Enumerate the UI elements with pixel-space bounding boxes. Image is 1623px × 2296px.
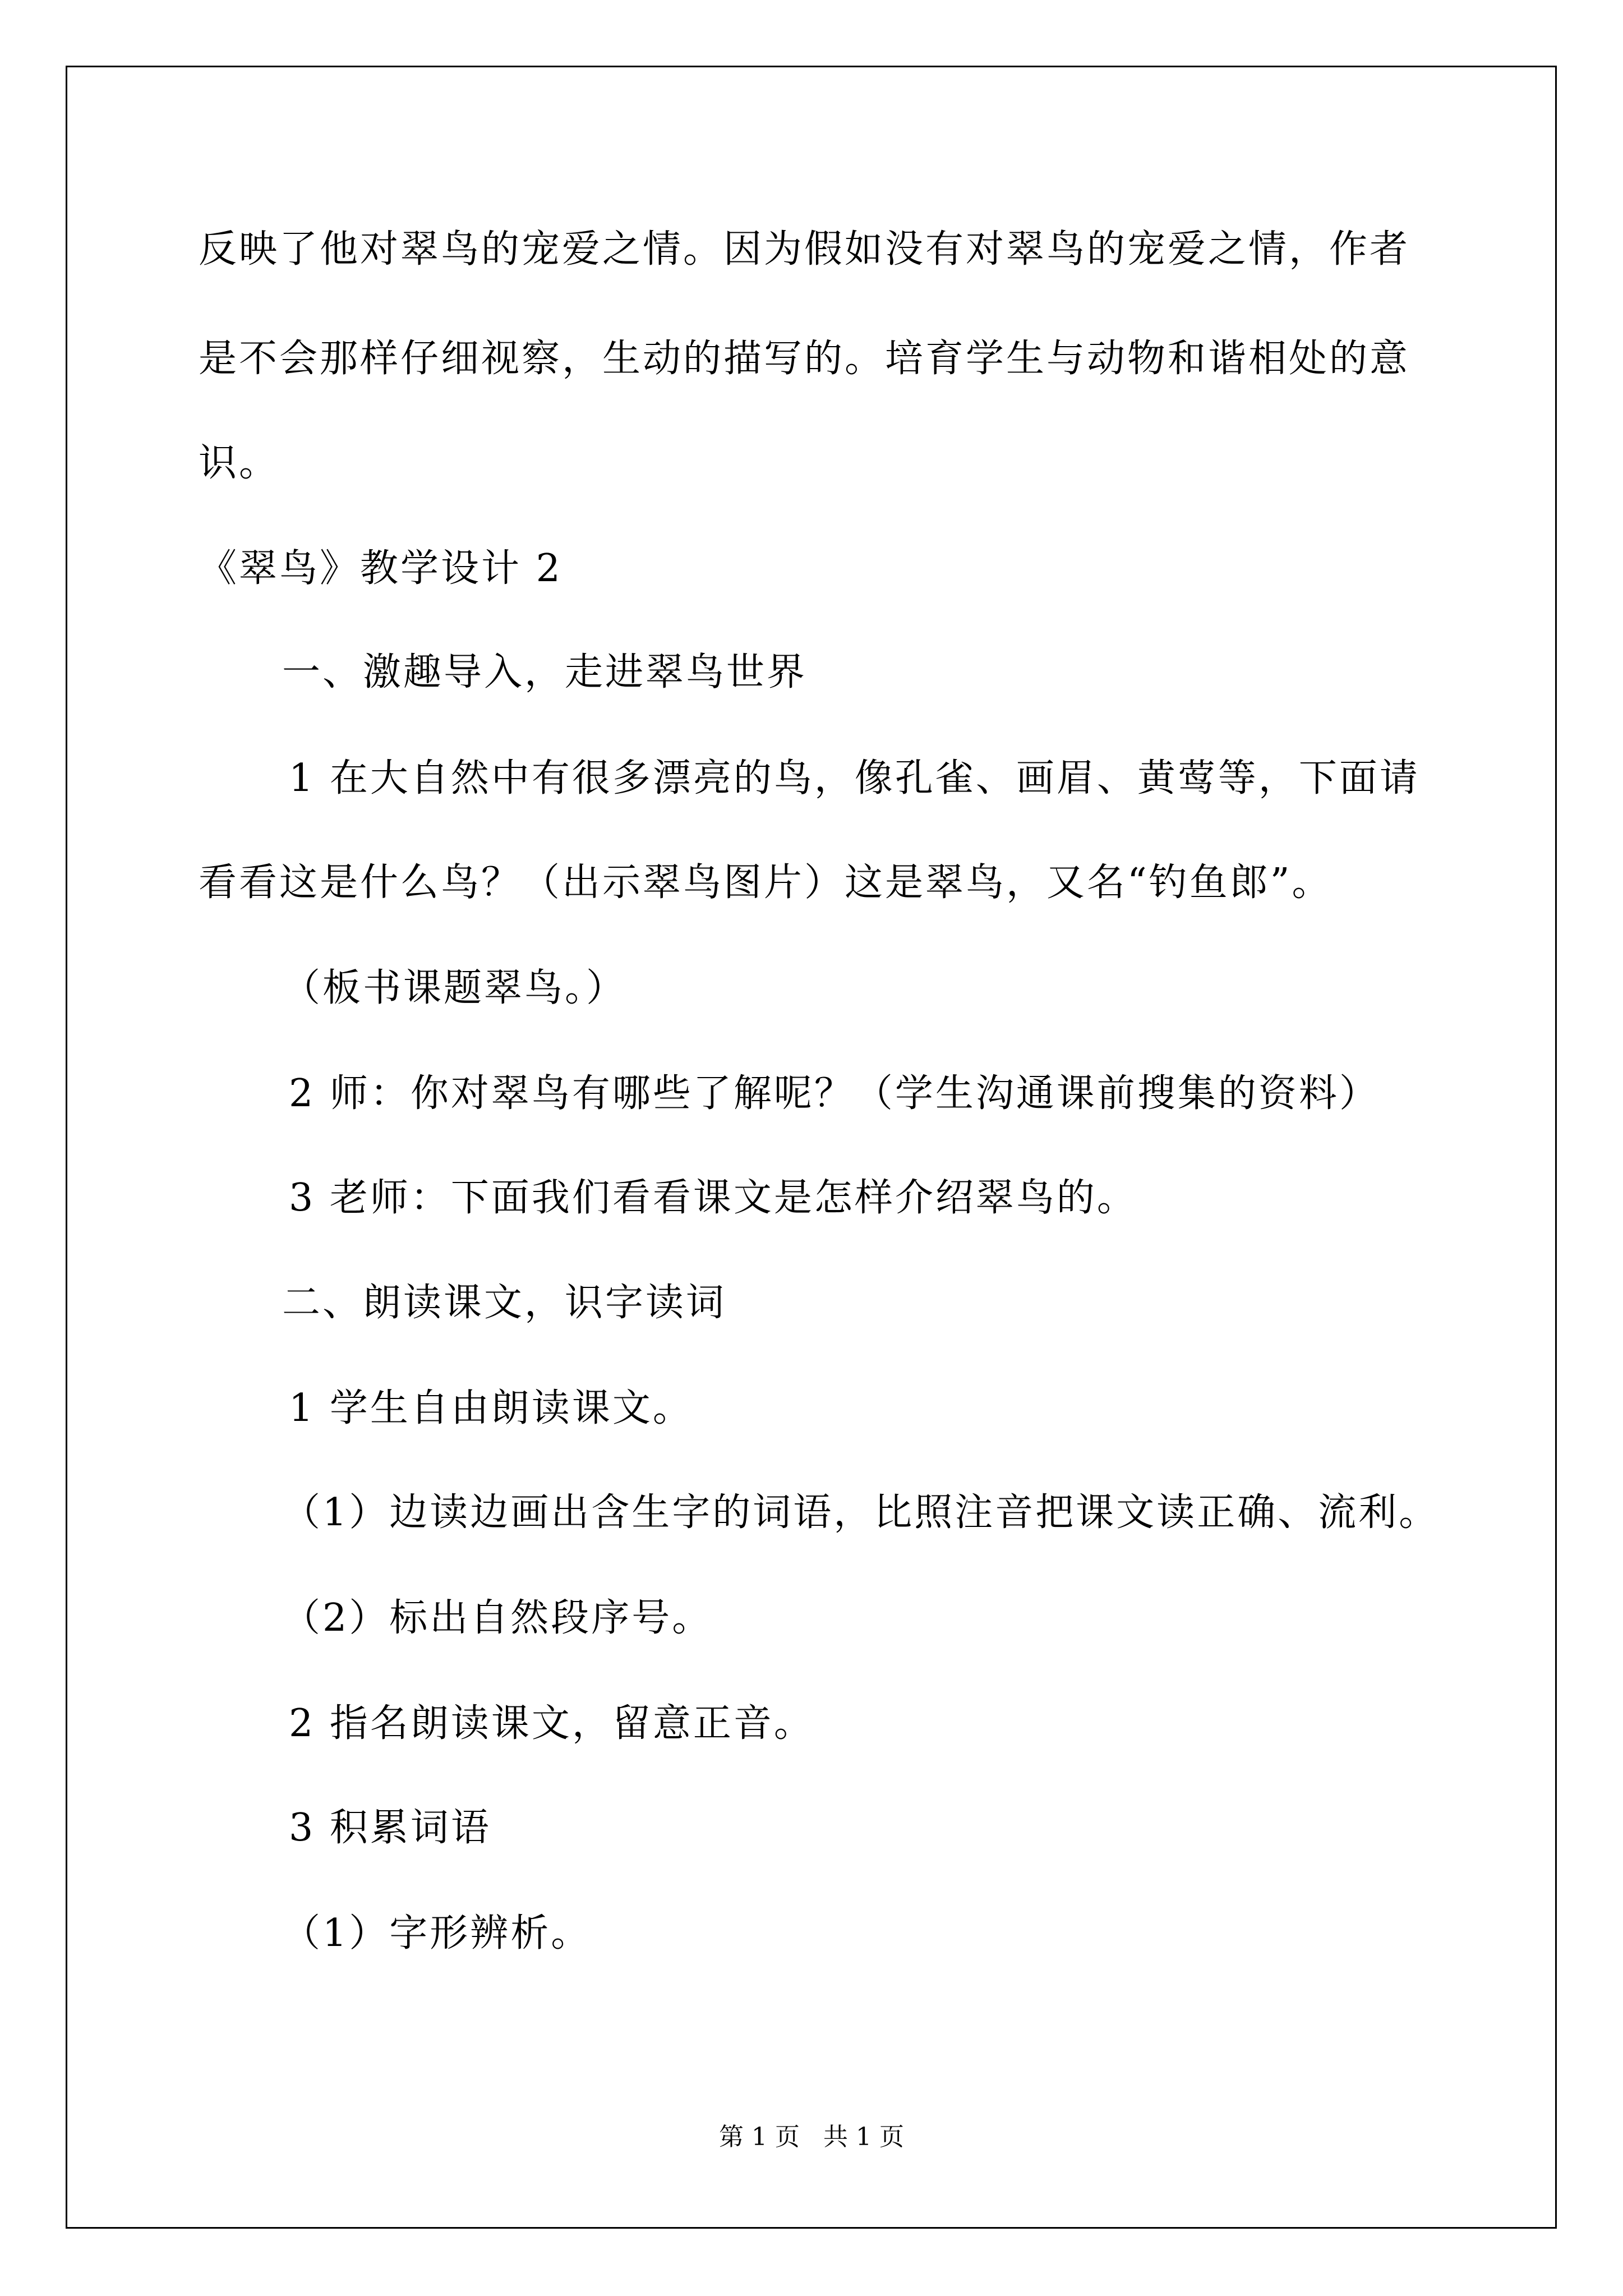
- body-line-12: 1 学生自由朗读课文。: [289, 1386, 693, 1430]
- body-line-13: （1）边读边画出含生字的词语，比照注音把课文读正确、流利。: [282, 1490, 1440, 1535]
- page-frame: [66, 66, 1557, 2229]
- body-line-16: 3 积累词语: [289, 1806, 491, 1850]
- body-line-8: （板书课题翠鸟。）: [282, 966, 627, 1010]
- body-line-6: 1 在大自然中有很多漂亮的鸟，像孔雀、画眉、黄莺等，下面请: [289, 756, 1420, 800]
- body-line-14: （2）标出自然段序号。: [282, 1596, 713, 1640]
- body-line-7: 看看这是什么鸟？（出示翠鸟图片）这是翠鸟，又名“钓鱼郎”。: [199, 861, 1332, 905]
- heading-two: 二、朗读课文，识字读词: [282, 1281, 727, 1325]
- page-footer: 第 1 页 共 1 页: [719, 2123, 904, 2151]
- body-line-1: 反映了他对翠鸟的宠爱之情。因为假如没有对翠鸟的宠爱之情，作者: [199, 227, 1410, 272]
- body-line-15: 2 指名朗读课文，留意正音。: [289, 1701, 814, 1746]
- section-title: 《翠鸟》教学设计 2: [199, 546, 562, 591]
- body-line-10: 3 老师：下面我们看看课文是怎样介绍翠鸟的。: [289, 1176, 1137, 1220]
- body-line-2: 是不会那样仔细视察，生动的描写的。培育学生与动物和谐相处的意: [199, 337, 1410, 381]
- body-line-3: 识。: [199, 441, 280, 485]
- body-line-17: （1）字形辨析。: [282, 1911, 592, 1955]
- body-line-9: 2 师：你对翠鸟有哪些了解呢？（学生沟通课前搜集的资料）: [289, 1071, 1380, 1116]
- heading-one: 一、激趣导入，走进翠鸟世界: [282, 650, 808, 694]
